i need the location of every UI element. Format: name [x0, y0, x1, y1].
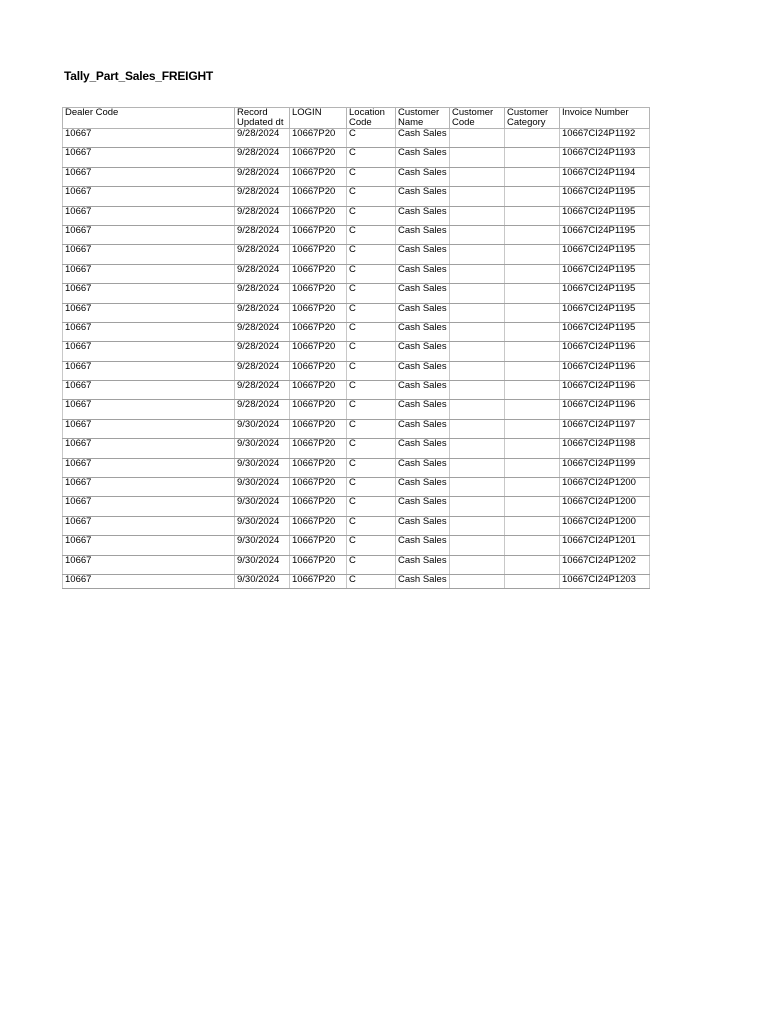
cell-record-updated-dt: 9/28/2024: [235, 129, 290, 148]
cell-customer-category: [505, 536, 560, 555]
cell-customer-name: Cash Sales: [396, 497, 450, 516]
cell-login: 10667P20: [290, 478, 347, 497]
cell-invoice-number: 10667CI24P1196: [560, 381, 650, 400]
cell-invoice-number: 10667CI24P1200: [560, 478, 650, 497]
cell-record-updated-dt: 9/30/2024: [235, 458, 290, 477]
cell-customer-category: [505, 129, 560, 148]
cell-customer-name: Cash Sales: [396, 187, 450, 206]
cell-customer-name: Cash Sales: [396, 264, 450, 283]
cell-login: 10667P20: [290, 439, 347, 458]
cell-dealer-code: 10667: [63, 129, 235, 148]
cell-dealer-code: 10667: [63, 225, 235, 244]
cell-customer-name: Cash Sales: [396, 206, 450, 225]
table-row: [63, 264, 650, 283]
cell-customer-code: [450, 478, 505, 497]
cell-login: 10667P20: [290, 148, 347, 167]
table-row: [63, 400, 650, 419]
cell-dealer-code: 10667: [63, 478, 235, 497]
cell-customer-code: [450, 303, 505, 322]
cell-customer-category: [505, 303, 560, 322]
cell-customer-category: [505, 439, 560, 458]
cell-invoice-number: 10667CI24P1195: [560, 322, 650, 341]
table-row: [63, 478, 650, 497]
table-row: [63, 167, 650, 186]
report-title: Tally_Part_Sales_FREIGHT: [64, 69, 214, 83]
cell-location-code: C: [347, 536, 396, 555]
cell-customer-name: Cash Sales: [396, 419, 450, 438]
cell-customer-name: Cash Sales: [396, 342, 450, 361]
cell-customer-category: [505, 516, 560, 535]
cell-location-code: C: [347, 206, 396, 225]
cell-location-code: C: [347, 322, 396, 341]
cell-record-updated-dt: 9/28/2024: [235, 206, 290, 225]
cell-record-updated-dt: 9/28/2024: [235, 322, 290, 341]
cell-location-code: C: [347, 497, 396, 516]
header-login: LOGIN: [290, 108, 347, 129]
cell-customer-name: Cash Sales: [396, 284, 450, 303]
cell-record-updated-dt: 9/28/2024: [235, 148, 290, 167]
cell-customer-code: [450, 381, 505, 400]
header-invoice-number: Invoice Number: [560, 108, 650, 129]
cell-record-updated-dt: 9/28/2024: [235, 381, 290, 400]
cell-location-code: C: [347, 555, 396, 574]
table-row: [63, 284, 650, 303]
cell-customer-category: [505, 574, 560, 588]
cell-location-code: C: [347, 516, 396, 535]
cell-invoice-number: 10667CI24P1195: [560, 303, 650, 322]
cell-record-updated-dt: 9/28/2024: [235, 361, 290, 380]
cell-invoice-number: 10667CI24P1200: [560, 497, 650, 516]
cell-customer-category: [505, 264, 560, 283]
cell-customer-name: Cash Sales: [396, 478, 450, 497]
header-customer-code: Customer Code: [450, 108, 505, 129]
cell-customer-category: [505, 284, 560, 303]
table-row: [63, 439, 650, 458]
table-row: [63, 419, 650, 438]
cell-customer-code: [450, 148, 505, 167]
cell-location-code: C: [347, 245, 396, 264]
table-row: [63, 148, 650, 167]
header-customer-category: Customer Category: [505, 108, 560, 129]
cell-record-updated-dt: 9/28/2024: [235, 187, 290, 206]
cell-location-code: C: [347, 439, 396, 458]
cell-customer-code: [450, 167, 505, 186]
cell-customer-name: Cash Sales: [396, 439, 450, 458]
table-row: [63, 206, 650, 225]
cell-invoice-number: 10667CI24P1199: [560, 458, 650, 477]
cell-dealer-code: 10667: [63, 245, 235, 264]
cell-customer-category: [505, 148, 560, 167]
cell-login: 10667P20: [290, 303, 347, 322]
cell-record-updated-dt: 9/30/2024: [235, 555, 290, 574]
cell-customer-category: [505, 555, 560, 574]
cell-customer-name: Cash Sales: [396, 536, 450, 555]
cell-invoice-number: 10667CI24P1196: [560, 361, 650, 380]
cell-customer-code: [450, 129, 505, 148]
cell-dealer-code: 10667: [63, 458, 235, 477]
cell-record-updated-dt: 9/28/2024: [235, 342, 290, 361]
cell-location-code: C: [347, 342, 396, 361]
cell-customer-code: [450, 284, 505, 303]
cell-dealer-code: 10667: [63, 419, 235, 438]
cell-customer-code: [450, 555, 505, 574]
cell-customer-category: [505, 361, 560, 380]
cell-location-code: C: [347, 284, 396, 303]
cell-invoice-number: 10667CI24P1196: [560, 400, 650, 419]
cell-dealer-code: 10667: [63, 284, 235, 303]
cell-customer-code: [450, 264, 505, 283]
cell-invoice-number: 10667CI24P1196: [560, 342, 650, 361]
cell-record-updated-dt: 9/28/2024: [235, 167, 290, 186]
cell-login: 10667P20: [290, 536, 347, 555]
cell-location-code: C: [347, 129, 396, 148]
cell-location-code: C: [347, 574, 396, 588]
cell-invoice-number: 10667CI24P1195: [560, 284, 650, 303]
table-row: [63, 458, 650, 477]
cell-invoice-number: 10667CI24P1202: [560, 555, 650, 574]
table-row: [63, 516, 650, 535]
cell-location-code: C: [347, 264, 396, 283]
cell-record-updated-dt: 9/28/2024: [235, 400, 290, 419]
cell-record-updated-dt: 9/30/2024: [235, 516, 290, 535]
header-record-updated-dt: Record Updated dt: [235, 108, 290, 129]
cell-customer-code: [450, 516, 505, 535]
cell-customer-code: [450, 322, 505, 341]
cell-dealer-code: 10667: [63, 322, 235, 341]
cell-dealer-code: 10667: [63, 206, 235, 225]
cell-login: 10667P20: [290, 361, 347, 380]
cell-dealer-code: 10667: [63, 400, 235, 419]
cell-login: 10667P20: [290, 574, 347, 588]
cell-invoice-number: 10667CI24P1203: [560, 574, 650, 588]
cell-dealer-code: 10667: [63, 574, 235, 588]
cell-invoice-number: 10667CI24P1194: [560, 167, 650, 186]
cell-record-updated-dt: 9/28/2024: [235, 225, 290, 244]
cell-login: 10667P20: [290, 225, 347, 244]
table-header-row: [63, 108, 650, 129]
header-dealer-code: Dealer Code: [63, 108, 235, 129]
cell-customer-name: Cash Sales: [396, 225, 450, 244]
cell-invoice-number: 10667CI24P1195: [560, 187, 650, 206]
cell-location-code: C: [347, 148, 396, 167]
cell-dealer-code: 10667: [63, 497, 235, 516]
cell-login: 10667P20: [290, 245, 347, 264]
table-row: [63, 225, 650, 244]
cell-customer-name: Cash Sales: [396, 381, 450, 400]
cell-invoice-number: 10667CI24P1193: [560, 148, 650, 167]
cell-invoice-number: 10667CI24P1195: [560, 225, 650, 244]
table-row: [63, 361, 650, 380]
cell-invoice-number: 10667CI24P1198: [560, 439, 650, 458]
cell-customer-code: [450, 361, 505, 380]
cell-login: 10667P20: [290, 419, 347, 438]
cell-customer-code: [450, 400, 505, 419]
cell-location-code: C: [347, 478, 396, 497]
cell-customer-category: [505, 478, 560, 497]
cell-customer-name: Cash Sales: [396, 167, 450, 186]
cell-record-updated-dt: 9/30/2024: [235, 497, 290, 516]
cell-invoice-number: 10667CI24P1200: [560, 516, 650, 535]
cell-login: 10667P20: [290, 167, 347, 186]
table-row: [63, 303, 650, 322]
cell-customer-code: [450, 245, 505, 264]
table-row: [63, 574, 650, 588]
header-location-code: Location Code: [347, 108, 396, 129]
cell-customer-category: [505, 206, 560, 225]
cell-location-code: C: [347, 400, 396, 419]
cell-dealer-code: 10667: [63, 439, 235, 458]
table-row: [63, 187, 650, 206]
cell-customer-category: [505, 400, 560, 419]
cell-customer-category: [505, 497, 560, 516]
cell-login: 10667P20: [290, 322, 347, 341]
cell-customer-name: Cash Sales: [396, 129, 450, 148]
cell-customer-name: Cash Sales: [396, 245, 450, 264]
cell-login: 10667P20: [290, 555, 347, 574]
cell-login: 10667P20: [290, 497, 347, 516]
cell-customer-name: Cash Sales: [396, 322, 450, 341]
cell-dealer-code: 10667: [63, 187, 235, 206]
cell-record-updated-dt: 9/30/2024: [235, 419, 290, 438]
cell-dealer-code: 10667: [63, 264, 235, 283]
cell-customer-code: [450, 419, 505, 438]
cell-customer-code: [450, 574, 505, 588]
cell-login: 10667P20: [290, 264, 347, 283]
table-row: [63, 322, 650, 341]
table-row: [63, 536, 650, 555]
cell-login: 10667P20: [290, 458, 347, 477]
cell-customer-category: [505, 187, 560, 206]
cell-location-code: C: [347, 419, 396, 438]
sales-table: [62, 107, 650, 589]
cell-login: 10667P20: [290, 381, 347, 400]
cell-dealer-code: 10667: [63, 381, 235, 400]
cell-login: 10667P20: [290, 342, 347, 361]
table-body: [63, 129, 650, 589]
cell-dealer-code: 10667: [63, 148, 235, 167]
cell-location-code: C: [347, 187, 396, 206]
cell-customer-name: Cash Sales: [396, 303, 450, 322]
header-customer-name: Customer Name: [396, 108, 450, 129]
cell-login: 10667P20: [290, 206, 347, 225]
cell-record-updated-dt: 9/28/2024: [235, 264, 290, 283]
cell-customer-category: [505, 381, 560, 400]
cell-customer-code: [450, 206, 505, 225]
cell-invoice-number: 10667CI24P1192: [560, 129, 650, 148]
cell-login: 10667P20: [290, 284, 347, 303]
table-row: [63, 555, 650, 574]
cell-customer-category: [505, 167, 560, 186]
cell-dealer-code: 10667: [63, 516, 235, 535]
cell-dealer-code: 10667: [63, 555, 235, 574]
cell-record-updated-dt: 9/28/2024: [235, 284, 290, 303]
cell-customer-name: Cash Sales: [396, 148, 450, 167]
table-row: [63, 381, 650, 400]
table-row: [63, 497, 650, 516]
cell-dealer-code: 10667: [63, 361, 235, 380]
cell-record-updated-dt: 9/28/2024: [235, 303, 290, 322]
cell-customer-code: [450, 225, 505, 244]
cell-customer-code: [450, 536, 505, 555]
cell-invoice-number: 10667CI24P1201: [560, 536, 650, 555]
cell-customer-name: Cash Sales: [396, 400, 450, 419]
cell-customer-name: Cash Sales: [396, 361, 450, 380]
cell-customer-code: [450, 342, 505, 361]
cell-location-code: C: [347, 167, 396, 186]
cell-record-updated-dt: 9/30/2024: [235, 574, 290, 588]
cell-location-code: C: [347, 458, 396, 477]
cell-invoice-number: 10667CI24P1197: [560, 419, 650, 438]
cell-customer-code: [450, 458, 505, 477]
cell-customer-category: [505, 225, 560, 244]
cell-location-code: C: [347, 381, 396, 400]
cell-customer-category: [505, 419, 560, 438]
cell-record-updated-dt: 9/30/2024: [235, 478, 290, 497]
cell-invoice-number: 10667CI24P1195: [560, 206, 650, 225]
cell-location-code: C: [347, 361, 396, 380]
cell-login: 10667P20: [290, 400, 347, 419]
cell-login: 10667P20: [290, 187, 347, 206]
cell-invoice-number: 10667CI24P1195: [560, 264, 650, 283]
cell-customer-code: [450, 497, 505, 516]
cell-customer-category: [505, 245, 560, 264]
cell-invoice-number: 10667CI24P1195: [560, 245, 650, 264]
cell-customer-name: Cash Sales: [396, 458, 450, 477]
table-row: [63, 129, 650, 148]
cell-record-updated-dt: 9/30/2024: [235, 439, 290, 458]
cell-location-code: C: [347, 225, 396, 244]
cell-dealer-code: 10667: [63, 167, 235, 186]
cell-customer-category: [505, 322, 560, 341]
cell-dealer-code: 10667: [63, 536, 235, 555]
table-row: [63, 245, 650, 264]
cell-login: 10667P20: [290, 516, 347, 535]
cell-customer-name: Cash Sales: [396, 516, 450, 535]
cell-customer-category: [505, 342, 560, 361]
table-row: [63, 342, 650, 361]
cell-customer-category: [505, 458, 560, 477]
cell-location-code: C: [347, 303, 396, 322]
cell-customer-code: [450, 187, 505, 206]
cell-dealer-code: 10667: [63, 303, 235, 322]
cell-login: 10667P20: [290, 129, 347, 148]
cell-dealer-code: 10667: [63, 342, 235, 361]
cell-record-updated-dt: 9/30/2024: [235, 536, 290, 555]
cell-customer-name: Cash Sales: [396, 574, 450, 588]
cell-customer-name: Cash Sales: [396, 555, 450, 574]
cell-record-updated-dt: 9/28/2024: [235, 245, 290, 264]
cell-customer-code: [450, 439, 505, 458]
